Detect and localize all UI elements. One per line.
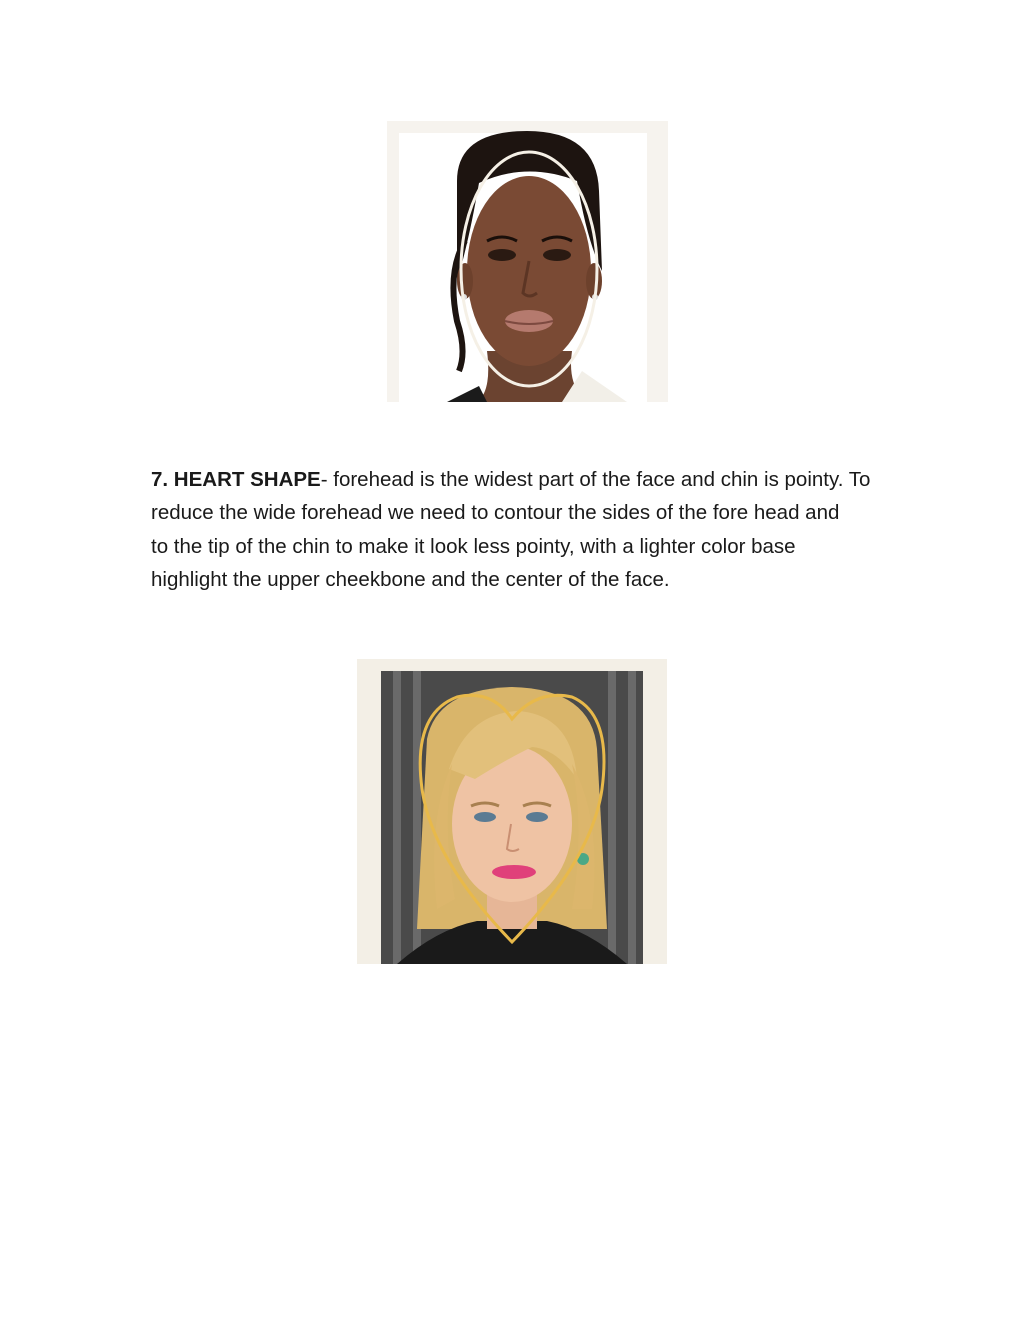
- heart-shape-paragraph: [151, 463, 891, 596]
- paragraph-line-1: [151, 463, 891, 496]
- oval-face-photo: [387, 121, 668, 402]
- heart-face-illustration: [357, 659, 667, 964]
- paragraph-line-4: highlight the upper cheekbone and the center of the face.: [151, 567, 670, 591]
- section-heading: 7. HEART SHAPE: [151, 468, 321, 491]
- paragraph-line-3: to the tip of the chin to make it look less pointy, with a lighter color base: [151, 534, 796, 558]
- heart-face-photo: [357, 659, 667, 964]
- paragraph-line-2: reduce the wide forehead we need to contour the sides of the fore head and: [151, 501, 840, 525]
- line-1-text: - forehead is the widest part of the face and chin is pointy. To: [320, 468, 871, 491]
- oval-face-illustration: [387, 121, 668, 402]
